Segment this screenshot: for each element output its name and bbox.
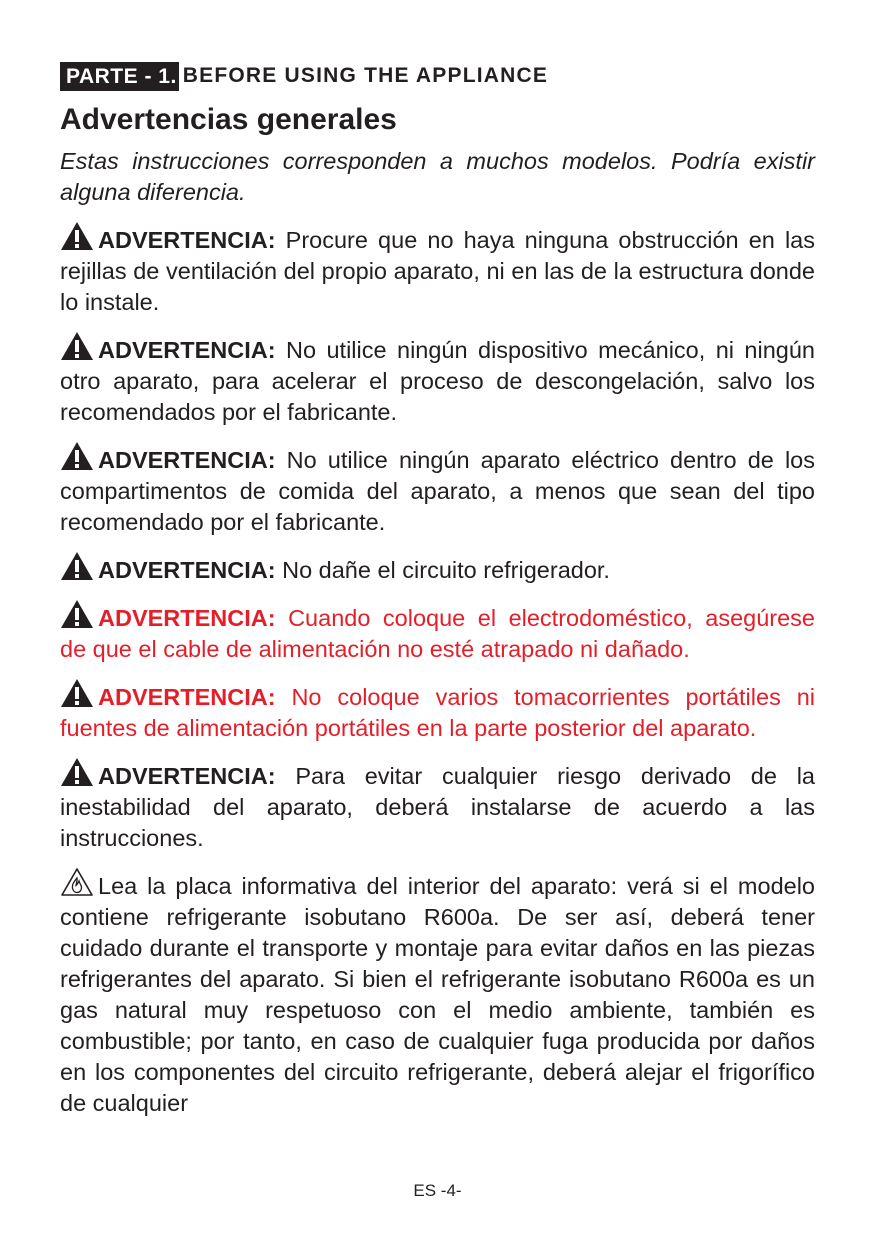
- warning-text: No dañe el circuito refrigerador.: [275, 557, 610, 583]
- warning-text: No utilice ningún aparato eléctrico dentro de los compartimentos de comida del aparato, a menos que sean del tipo recomendado por el fabricante.: [60, 447, 815, 535]
- warning-paragraph: [60, 757, 815, 854]
- part-header: [60, 58, 815, 94]
- flammable-refrigerant-note: [60, 867, 815, 1119]
- part-title: BEFORE USING THE APPLIANCE: [182, 64, 549, 87]
- warning-triangle-icon: [60, 331, 94, 361]
- warning-text: Procure que no haya ninguna obstrucción en las rejillas de ventilación del propio aparato, ni en las de la estructura donde lo instale.: [60, 227, 815, 315]
- warning-label: ADVERTENCIA:: [98, 337, 276, 363]
- section-intro: Estas instrucciones corresponden a muchos modelos. Podría existir alguna diferencia.: [60, 148, 815, 205]
- warning-triangle-icon: [60, 678, 94, 708]
- warning-label: ADVERTENCIA:: [98, 605, 276, 631]
- warning-label: ADVERTENCIA:: [98, 684, 276, 710]
- warning-paragraph-red: [60, 599, 815, 665]
- warning-label: ADVERTENCIA:: [98, 763, 276, 789]
- warning-triangle-icon: [60, 441, 94, 471]
- warning-text: Cuando coloque el electrodoméstico, asegúrese de que el cable de alimentación no esté atrapado ni dañado.: [60, 605, 815, 662]
- section-title: Advertencias generales: [60, 103, 397, 136]
- flammable-warning-icon: [60, 867, 94, 897]
- part-badge: PARTE - 1.: [60, 62, 179, 91]
- warning-triangle-icon: [60, 221, 94, 251]
- warning-paragraph: [60, 551, 815, 586]
- warning-triangle-icon: [60, 757, 94, 787]
- flammable-note-text: Lea la placa informativa del interior del aparato: verá si el modelo contiene refrigerante isobutano R600a. De ser así, deberá tener cuidado durante el transporte y montaje para evitar daños en las piezas refrigerantes del aparato. Si bien el refrigerante isobutano R600a es un gas natural muy respetuoso con el medio ambiente, también es combustible; por tanto, en caso de cualquier fuga producida por daños en los componentes del circuito refrigerante, deberá alejar el frigorífico de cualquier: [60, 873, 815, 1116]
- warning-paragraph-red: [60, 678, 815, 744]
- warning-paragraph: [60, 221, 815, 318]
- warning-paragraph: [60, 331, 815, 428]
- warning-label: ADVERTENCIA:: [98, 557, 276, 583]
- warning-label: ADVERTENCIA:: [98, 227, 276, 253]
- warning-text: No coloque varios tomacorrientes portátiles ni fuentes de alimentación portátiles en la parte posterior del aparato.: [60, 684, 815, 741]
- warning-triangle-icon: [60, 599, 94, 629]
- warning-text: No utilice ningún dispositivo mecánico, ni ningún otro aparato, para acelerar el proceso de descongelación, salvo los recomendados por el fabricante.: [60, 337, 815, 425]
- warning-text: Para evitar cualquier riesgo derivado de la inestabilidad del aparato, deberá instalarse de acuerdo a las instrucciones.: [60, 763, 815, 851]
- manual-page: [60, 58, 815, 1143]
- warning-paragraph: [60, 441, 815, 538]
- warning-triangle-icon: [60, 551, 94, 581]
- warning-label: ADVERTENCIA:: [98, 447, 276, 473]
- page-number: ES -4-: [413, 1181, 462, 1200]
